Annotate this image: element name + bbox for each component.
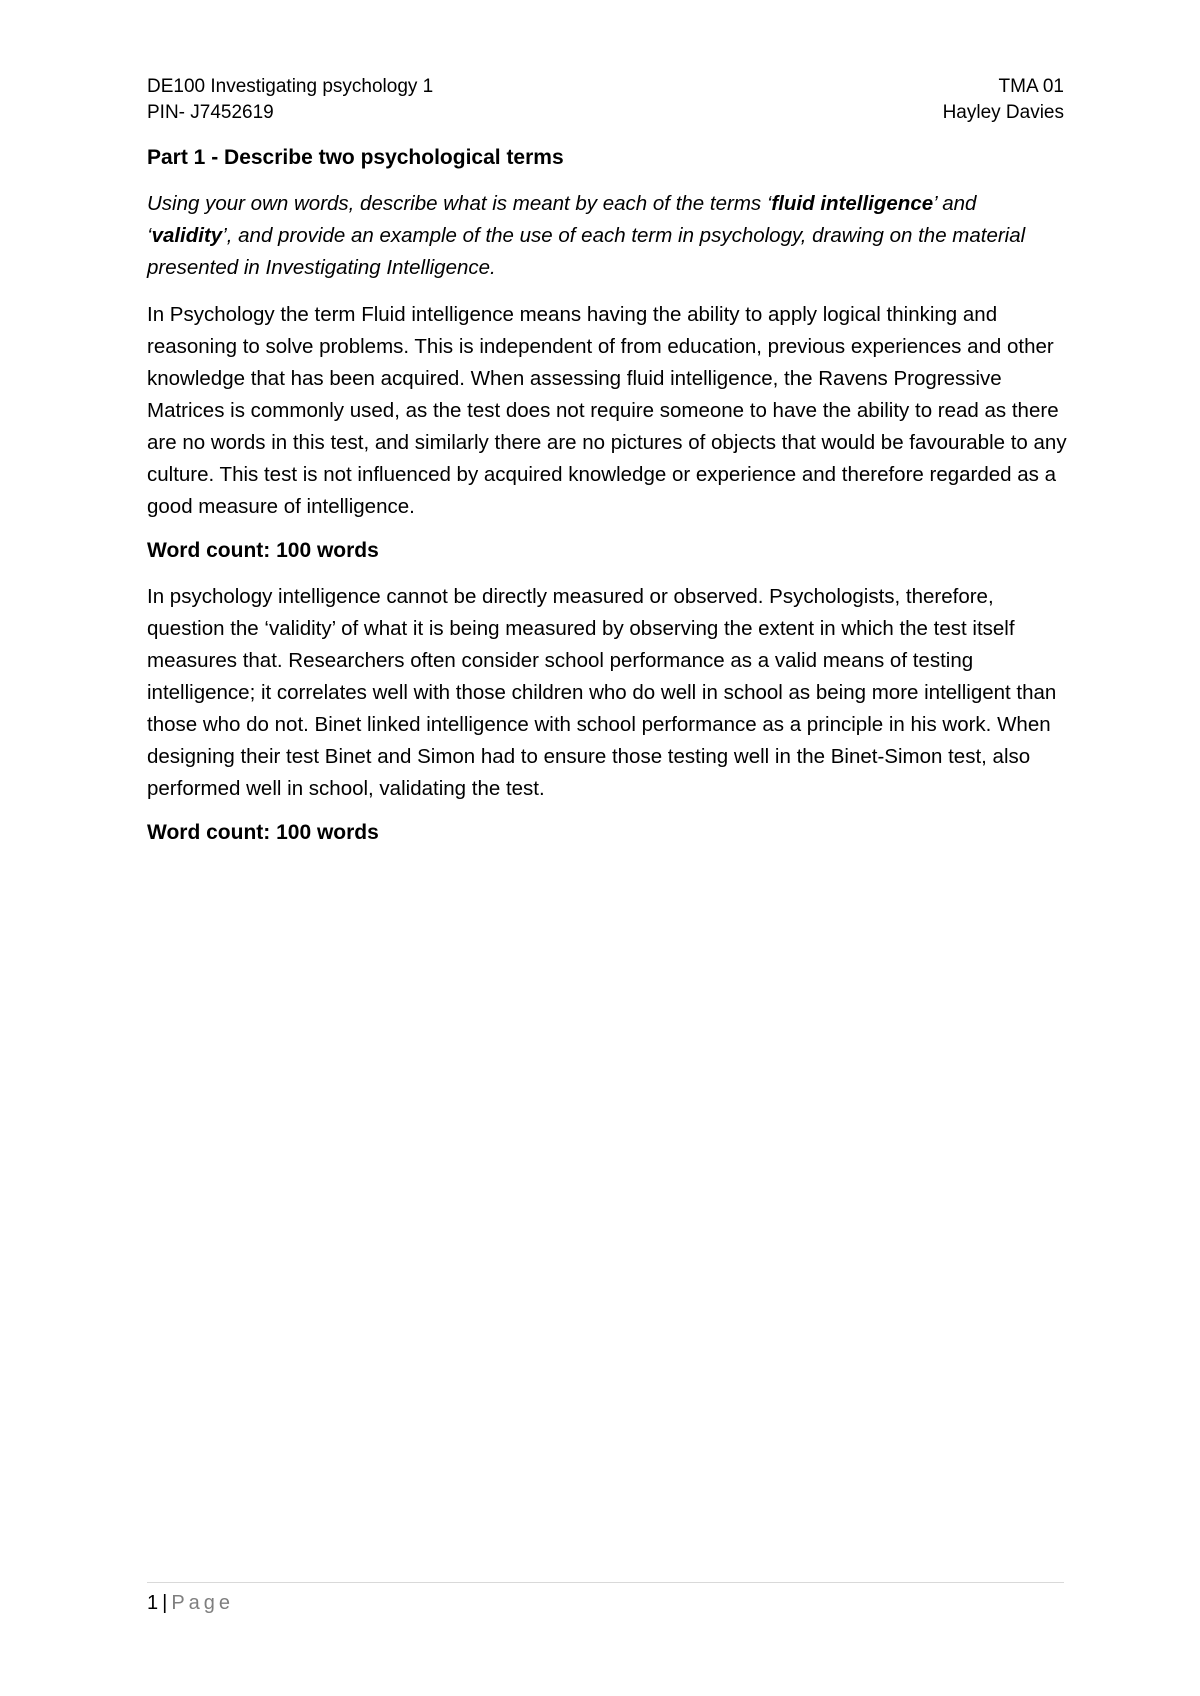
term-validity: validity [151, 224, 223, 247]
footer-separator: | [162, 1592, 168, 1614]
student-pin: PIN- J7452619 [147, 102, 274, 123]
page-number: 1 [147, 1592, 159, 1614]
term-fluid-intelligence: fluid intelligence [771, 192, 934, 215]
course-title: DE100 Investigating psychology 1 [147, 76, 434, 97]
page-header [147, 74, 1064, 126]
question-text [147, 188, 1067, 284]
word-count-1: Word count: 100 words [147, 539, 379, 562]
document-body [147, 144, 1067, 863]
question-part-1: Using your own words, describe what is meant by each of the terms ‘ [147, 192, 772, 215]
question-part-2: ’ and ‘ [147, 192, 977, 247]
paragraph-validity: In psychology intelligence cannot be directly measured or observed. Psychologists, therefore, question the ‘validity’ of what it is being measured by observing the extent in which the test itself measures that. Researchers often consider school performance as a valid means of testing intelligence; it correlates well with those children who do well in school as being more intelligent than those who do not. Binet linked intelligence with school performance as a principle in his work. When designing their test Binet and Simon had to ensure those testing well in the Binet-Simon test, also performed well in school, validating the test. [147, 585, 1057, 800]
author-name: Hayley Davies [942, 102, 1064, 123]
word-count-2: Word count: 100 words [147, 821, 379, 844]
page-footer [147, 1582, 1064, 1617]
header-row-1 [147, 74, 1064, 100]
assignment-code: TMA 01 [998, 76, 1064, 97]
header-row-2 [147, 100, 1064, 126]
page-label: Page [171, 1592, 235, 1614]
question-part-3: ’, and provide an example of the use of each term in psychology, drawing on the material presented in Investigating Intelligence. [147, 224, 1026, 279]
section-heading: Part 1 - Describe two psychological terms [147, 146, 564, 169]
paragraph-fluid-intelligence: In Psychology the term Fluid intelligence means having the ability to apply logical thinking and reasoning to solve problems. This is independent of from education, previous experiences and other knowledge that has been acquired. When assessing fluid intelligence, the Ravens Progressive Matrices is commonly used, as the test does not require someone to have the ability to read as there are no words in this test, and similarly there are no pictures of objects that would be favourable to any culture. This test is not influenced by acquired knowledge or experience and therefore regarded as a good measure of intelligence. [147, 303, 1067, 518]
